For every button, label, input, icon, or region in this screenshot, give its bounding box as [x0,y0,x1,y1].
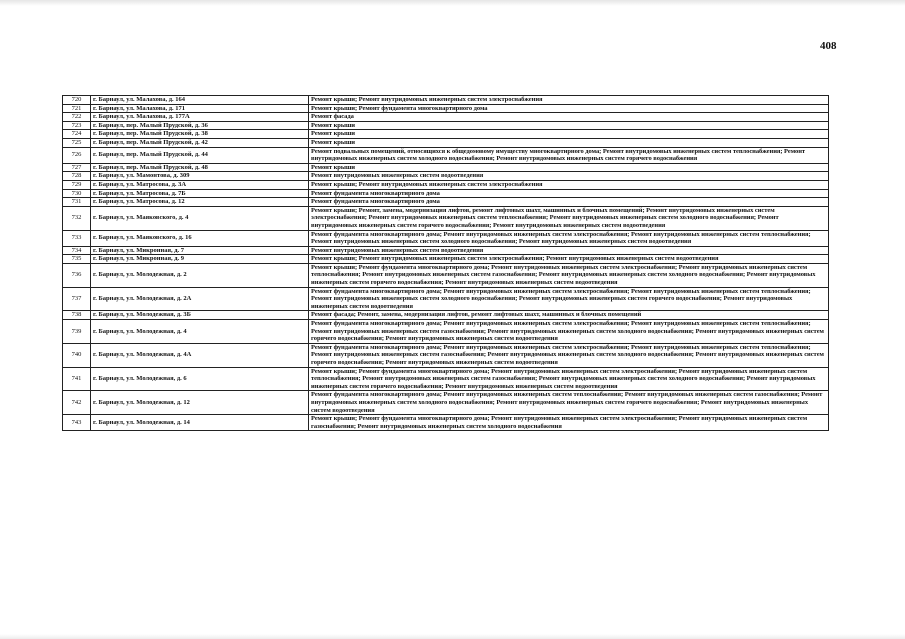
repair-table [62,95,828,431]
table-row [63,113,829,122]
row-address: г. Барнаул, пер. Малый Прудской, д. 42 [91,138,309,147]
row-works: Ремонт внутридомовых инженерных систем водоотведения [309,246,829,255]
row-works: Ремонт крыши [309,121,829,130]
table-row [63,255,829,264]
row-works: Ремонт фундамента многоквартирного дома; Ремонт внутридомовых инженерных систем электроснабжения; Ремонт внутридомовых инженерных систем теплоснабжения; Ремонт внутридомовых инженерных систем газоснабжения; Ремонт внутридомовых инженерных систем холодного водоснабжения; Ремонт внутридомовых инженерных систем горячего водоснабжения; Ремонт внутридомовых инженерных систем водоотведения [309,343,829,367]
table-row [63,130,829,139]
table-row [63,343,829,367]
row-number: 740 [63,343,91,367]
page-number: 408 [820,40,837,52]
table-body [63,96,829,431]
table-row [63,311,829,320]
row-address: г. Барнаул, пер. Малый Прудской, д. 44 [91,147,309,163]
row-number: 741 [63,367,91,391]
row-address: г. Барнаул, ул. Матросова, д. 7Б [91,189,309,198]
row-address: г. Барнаул, ул. Малахова, д. 177А [91,113,309,122]
table-row [63,198,829,207]
row-number: 726 [63,147,91,163]
row-number: 723 [63,121,91,130]
table-row [63,367,829,391]
row-number: 733 [63,230,91,246]
row-works: Ремонт крыши [309,130,829,139]
row-address: г. Барнаул, ул. Маяковского, д. 16 [91,230,309,246]
scan-edge-bottom [0,634,905,639]
row-works: Ремонт крыши; Ремонт фундамента многоквартирного дома [309,104,829,113]
table-row [63,189,829,198]
row-number: 737 [63,287,91,311]
row-address: г. Барнаул, ул. Микронная, д. 9 [91,255,309,264]
row-address: г. Барнаул, ул. Малахова, д. 171 [91,104,309,113]
row-works: Ремонт фасада [309,113,829,122]
table-row [63,104,829,113]
row-address: г. Барнаул, ул. Микронная, д. 7 [91,246,309,255]
table-row [63,287,829,311]
row-address: г. Барнаул, ул. Молодежная, д. 2 [91,263,309,287]
row-address: г. Барнаул, ул. Матросова, д. 3А [91,180,309,189]
row-address: г. Барнаул, ул. Малахова, д. 164 [91,96,309,105]
row-works: Ремонт подвальных помещений, относящихся к общедомовому имуществу многоквартирного дома; Ремонт внутридомовых инженерных систем теплоснабжения; Ремонт внутридомовых инженерных систем холодного водоснабжения; Ремонт внутридомовых инженерных систем горячего водоснабжения [309,147,829,163]
table-row [63,96,829,105]
row-works: Ремонт фасада; Ремонт, замена, модернизация лифтов, ремонт лифтовых шахт, машинных и блочных помещений [309,311,829,320]
table-row [63,172,829,181]
row-number: 738 [63,311,91,320]
row-number: 732 [63,206,91,230]
row-works: Ремонт крыши; Ремонт, замена, модернизация лифтов, ремонт лифтовых шахт, машинных и блочных помещений; Ремонт внутридомовых инженерных систем электроснабжения; Ремонт внутридомовых инженерных систем теплоснабжения; Ремонт внутридомовых инженерных систем холодного водоснабжения; Ремонт внутридомовых инженерных систем горячего водоснабжения; Ремонт внутридомовых инженерных систем водоотведения [309,206,829,230]
row-works: Ремонт фундамента многоквартирного дома; Ремонт внутридомовых инженерных систем электроснабжения; Ремонт внутридомовых инженерных систем теплоснабжения; Ремонт внутридомовых инженерных систем холодного водоснабжения; Ремонт внутридомовых инженерных систем водоотведения [309,230,829,246]
row-number: 728 [63,172,91,181]
table-row [63,246,829,255]
table-row [63,320,829,344]
row-number: 725 [63,138,91,147]
row-works: Ремонт фундамента многоквартирного дома; Ремонт внутридомовых инженерных систем теплоснабжения; Ремонт внутридомовых инженерных систем газоснабжения; Ремонт внутридомовых инженерных систем холодного водоснабжения; Ремонт внутридомовых инженерных систем горячего водоснабжения; Ремонт внутридомовых инженерных систем водоотведения [309,391,829,415]
row-works: Ремонт фундамента многоквартирного дома [309,189,829,198]
row-number: 742 [63,391,91,415]
table-row [63,415,829,431]
row-number: 721 [63,104,91,113]
row-address: г. Барнаул, ул. Молодежная, д. 4А [91,343,309,367]
row-address: г. Барнаул, ул. Молодежная, д. 3Б [91,311,309,320]
table-row [63,206,829,230]
row-works: Ремонт фундамента многоквартирного дома; Ремонт внутридомовых инженерных систем электроснабжения; Ремонт внутридомовых инженерных систем теплоснабжения; Ремонт внутридомовых инженерных систем холодного водоснабжения; Ремонт внутридомовых инженерных систем горячего водоснабжения; Ремонт внутридомовых инженерных систем водоотведения [309,287,829,311]
row-works: Ремонт крыши; Ремонт внутридомовых инженерных систем электроснабжения [309,180,829,189]
table-row [63,163,829,172]
table-row [63,147,829,163]
row-number: 722 [63,113,91,122]
row-address: г. Барнаул, ул. Молодежная, д. 4 [91,320,309,344]
row-number: 730 [63,189,91,198]
row-address: г. Барнаул, пер. Малый Прудской, д. 36 [91,121,309,130]
row-number: 736 [63,263,91,287]
row-address: г. Барнаул, ул. Маяковского, д. 4 [91,206,309,230]
row-number: 724 [63,130,91,139]
row-address: г. Барнаул, ул. Молодежная, д. 2А [91,287,309,311]
row-number: 729 [63,180,91,189]
row-works: Ремонт крыши; Ремонт фундамента многоквартирного дома; Ремонт внутридомовых инженерных систем электроснабжения; Ремонт внутридомовых инженерных систем газоснабжения; Ремонт внутридомовых инженерных систем холодного водоснабжения [309,415,829,431]
row-address: г. Барнаул, ул. Мамонтова, д. 309 [91,172,309,181]
row-number: 731 [63,198,91,207]
scan-edge-top [0,0,905,6]
table-row [63,138,829,147]
row-works: Ремонт крыши; Ремонт фундамента многоквартирного дома; Ремонт внутридомовых инженерных систем электроснабжения; Ремонт внутридомовых инженерных систем теплоснабжения; Ремонт внутридомовых инженерных систем газоснабжения; Ремонт внутридомовых инженерных систем холодного водоснабжения; Ремонт внутридомовых инженерных систем горячего водоснабжения; Ремонт внутридомовых инженерных систем водоотведения [309,367,829,391]
row-works: Ремонт внутридомовых инженерных систем водоотведения [309,172,829,181]
row-number: 734 [63,246,91,255]
table-row [63,121,829,130]
row-number: 735 [63,255,91,264]
table-row [63,230,829,246]
row-works: Ремонт крыши [309,163,829,172]
row-works: Ремонт крыши; Ремонт фундамента многоквартирного дома; Ремонт внутридомовых инженерных систем электроснабжения; Ремонт внутридомовых инженерных систем теплоснабжения; Ремонт внутридомовых инженерных систем газоснабжения; Ремонт внутридомовых инженерных систем холодного водоснабжения; Ремонт внутридомовых инженерных систем горячего водоснабжения; Ремонт внутридомовых инженерных систем водоотведения [309,263,829,287]
row-works: Ремонт фундамента многоквартирного дома; Ремонт внутридомовых инженерных систем электроснабжения; Ремонт внутридомовых инженерных систем теплоснабжения; Ремонт внутридомовых инженерных систем газоснабжения; Ремонт внутридомовых инженерных систем холодного водоснабжения; Ремонт внутридомовых инженерных систем горячего водоснабжения; Ремонт внутридомовых инженерных систем водоотведения [309,320,829,344]
row-number: 720 [63,96,91,105]
row-address: г. Барнаул, пер. Малый Прудской, д. 38 [91,130,309,139]
row-works: Ремонт крыши; Ремонт внутридомовых инженерных систем электроснабжения; Ремонт внутридомовых инженерных систем водоотведения [309,255,829,264]
row-number: 743 [63,415,91,431]
row-works: Ремонт крыши; Ремонт внутридомовых инженерных систем электроснабжения [309,96,829,105]
table-row [63,263,829,287]
row-address: г. Барнаул, ул. Молодежная, д. 14 [91,415,309,431]
row-works: Ремонт фундамента многоквартирного дома [309,198,829,207]
row-works: Ремонт крыши [309,138,829,147]
row-address: г. Барнаул, пер. Малый Прудской, д. 48 [91,163,309,172]
table-row [63,391,829,415]
row-number: 739 [63,320,91,344]
row-number: 727 [63,163,91,172]
row-address: г. Барнаул, ул. Молодежная, д. 6 [91,367,309,391]
table-row [63,180,829,189]
row-address: г. Барнаул, ул. Матросова, д. 12 [91,198,309,207]
row-address: г. Барнаул, ул. Молодежная, д. 12 [91,391,309,415]
